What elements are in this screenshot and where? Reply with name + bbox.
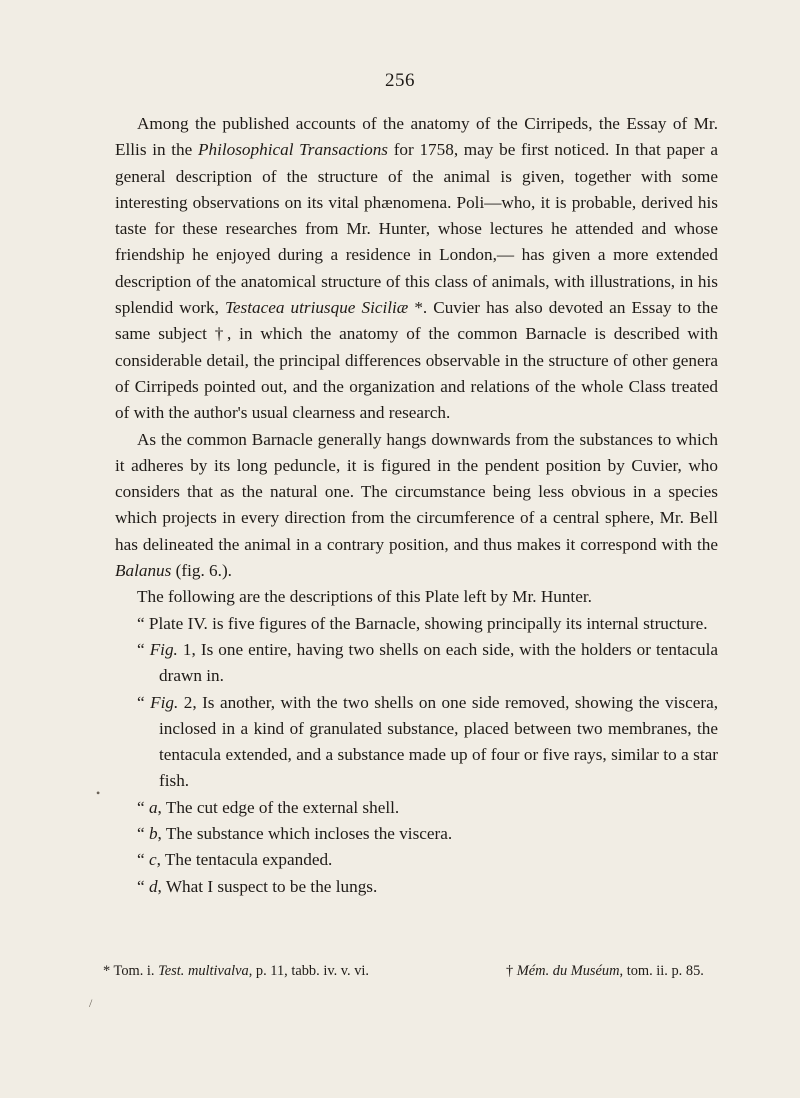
fig-label: Fig. xyxy=(149,639,178,659)
book-title: Testacea utriusque Siciliæ xyxy=(224,298,409,318)
item-d-description: “ d, What I suspect to be the lungs. xyxy=(137,876,378,896)
paragraph-barnacle-position: As the common Barnacle generally hangs downwards from the substances to which it adheres by its long peduncle, it is figured in the pendent position by Cuvier, who considers that as the natural one. The circumstance being less obvious in a species which projects in every direction from the circumference of a central sphere, Mr. Bell has delineated the animal in a contrary position, and thus makes it correspond with the Balanus (fig. 6.). xyxy=(115,429,718,581)
item-a-description: “ a, The cut edge of the external shell. xyxy=(137,797,400,817)
figure-1-description: “ Fig. 1, Is one entire, having two shells on each side, with the holders or tentacula drawn in. xyxy=(137,639,718,686)
body-text xyxy=(115,111,718,900)
footnote-dagger: † Mém. du Muséum, tom. ii. p. 85. xyxy=(506,963,704,979)
item-c-description: “ c, The tentacula expanded. xyxy=(137,850,333,870)
stray-mark: / xyxy=(89,996,93,1010)
paragraph-plate-iv: “ Plate IV. is five figures of the Barnacle, showing principally its internal structure. xyxy=(137,613,708,633)
journal-title: Philosophical Transactions xyxy=(197,140,388,160)
item-letter: d xyxy=(148,876,158,896)
paragraph-published-accounts: Among the published accounts of the anatomy of the Cirripeds, the Essay of Mr. Ellis in the Philosophical Transactions for 1758, may be first noticed. In that paper a general description of the structure of the animal is given, together with some interesting observations on its vital phænomena. Poli—who, it is probable, derived his taste for these researches from Mr. Hunter, whose lectures he attended and whose friendship he enjoyed during a residence in London,— has given a more extended description of the anatomical structure of this class of animals, with illustrations, in his splendid work, Testacea utriusque Siciliæ *. Cuvier has also devoted an Essay to the same subject †, in which the anatomy of the common Barnacle is described with considerable detail, the principal differences observable in the structure of other genera of Cirripeds pointed out, and the organization and relations of the whole Class treated of with the author's usual clearness and research. xyxy=(115,114,718,423)
footnote-asterisk: * Tom. i. Test. multivalva, p. 11, tabb. iv. v. vi. xyxy=(103,963,370,979)
page-number: 256 xyxy=(385,70,415,91)
fig-label: Fig. xyxy=(150,692,179,712)
stray-mark: • xyxy=(96,786,101,800)
item-b-description: “ b, The substance which incloses the viscera. xyxy=(137,824,453,844)
item-letter: c xyxy=(148,850,157,870)
item-letter: b xyxy=(148,824,158,844)
paragraph-plate-intro: The following are the descriptions of this Plate left by Mr. Hunter. xyxy=(137,587,592,607)
figure-2-description: “ Fig. 2, Is another, with the two shells on one side removed, showing the viscera, inclosed in a kind of granulated substance, placed between two membranes, the tentacula extended, and a substance made up of four or five rays, similar to a star fish. xyxy=(137,692,718,791)
genus-name: Balanus xyxy=(115,561,172,581)
item-letter: a xyxy=(148,797,158,817)
